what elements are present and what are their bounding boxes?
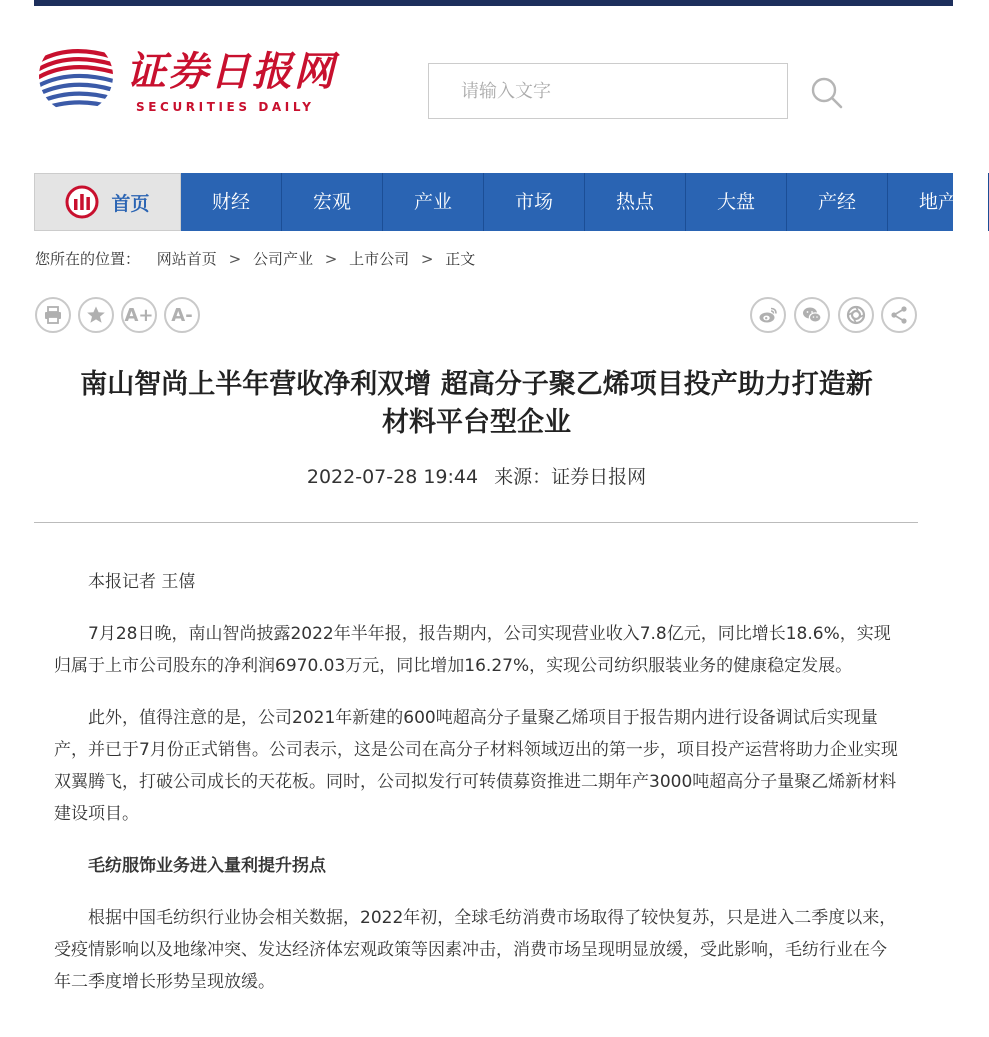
wechat-icon [802,305,822,325]
breadcrumb-listed-link[interactable]: 上市公司 [349,250,410,268]
font-increase-icon: A+ [124,304,154,326]
article-title-line2: 材料平台型企业 [382,407,571,438]
nav-home-label: 首页 [111,192,150,215]
breadcrumb-current: 正文 [445,250,476,268]
article-subheading: 毛纺服饰业务进入量利提升拐点 [88,856,326,876]
chevron-right-icon: > [324,250,338,268]
article-title [34,366,919,442]
nav-item-hongguan[interactable]: 宏观 [282,173,383,231]
search-box [428,63,788,119]
search-icon[interactable] [808,74,844,110]
nav-item-caijing[interactable]: 财经 [181,173,282,231]
breadcrumb-home-link[interactable]: 网站首页 [156,250,217,268]
moments-share-button[interactable] [838,297,874,333]
nav-item-dichan[interactable]: 地产 [888,173,989,231]
print-icon [43,305,63,325]
favorite-icon [86,305,106,325]
article-paragraph: 7月28日晚，南山智尚披露2022年半年报，报告期内，公司实现营业收入7.8亿元，同比增长18.6%，实现归属于上市公司股东的净利润6970.03万元，同比增加16.27%，实现公司纺织服装业务的健康稳定发展。 [54,624,891,676]
title-divider [34,522,918,523]
print-button[interactable] [35,297,71,333]
article-body [54,566,902,1018]
nav-item-shichang[interactable]: 市场 [484,173,585,231]
breadcrumb-company-link[interactable]: 公司产业 [252,250,313,268]
bar-chart-icon [65,185,99,219]
share-icon [889,305,909,325]
top-accent-bar [34,0,953,6]
wechat-share-button[interactable] [794,297,830,333]
site-logo[interactable] [36,36,336,116]
article-paragraph: 此外，值得注意的是，公司2021年新建的600吨超高分子量聚乙烯项目于报告期内进行设备调试后实现量产，并已于7月份正式销售。公司表示，这是公司在高分子材料领域迈出的第一步，项目投产运营将助力企业实现双翼腾飞，打破公司成长的天花板。同时，公司拟发行可转债募资推进二期年产3000吨超高分子量聚乙烯新材料建设项目。 [54,708,898,824]
nav-item-redian[interactable]: 热点 [585,173,686,231]
font-decrease-icon: A- [171,304,193,326]
nav-item-chanjing[interactable]: 产经 [787,173,888,231]
article-source: 来源：证券日报网 [494,466,647,488]
search-input[interactable] [429,64,787,118]
main-nav [34,173,957,231]
font-increase-button[interactable] [121,297,157,333]
article-meta [34,462,919,489]
favorite-button[interactable] [78,297,114,333]
chevron-right-icon: > [228,250,242,268]
logo-chinese-name: 证券日报网 [126,48,336,95]
article-datetime: 2022-07-28 19:44 [306,466,479,488]
weibo-icon [758,305,778,325]
chevron-right-icon: > [420,250,434,268]
nav-home[interactable] [34,173,181,231]
article-byline: 本报记者 王僖 [88,572,196,592]
weibo-share-button[interactable] [750,297,786,333]
article-paragraph: 根据中国毛纺织行业协会相关数据，2022年初，全球毛纺消费市场取得了较快复苏，只是进入二季度以来，受疫情影响以及地缘冲突、发达经济体宏观政策等因素冲击，消费市场呈现明显放缓，受此影响，毛纺行业在今年二季度增长形势呈现放缓。 [54,908,897,992]
font-decrease-button[interactable] [164,297,200,333]
nav-item-dapan[interactable]: 大盘 [686,173,787,231]
breadcrumb-prefix: 您所在的位置： [35,250,141,268]
logo-mark-icon [36,36,116,116]
breadcrumb [35,248,475,269]
share-button[interactable] [881,297,917,333]
moments-icon [846,305,866,325]
article-title-line1: 南山智尚上半年营收净利双增 超高分子聚乙烯项目投产助力打造新 [80,369,873,400]
nav-item-chanye[interactable]: 产业 [383,173,484,231]
logo-english-name: SECURITIES DAILY [136,100,315,114]
